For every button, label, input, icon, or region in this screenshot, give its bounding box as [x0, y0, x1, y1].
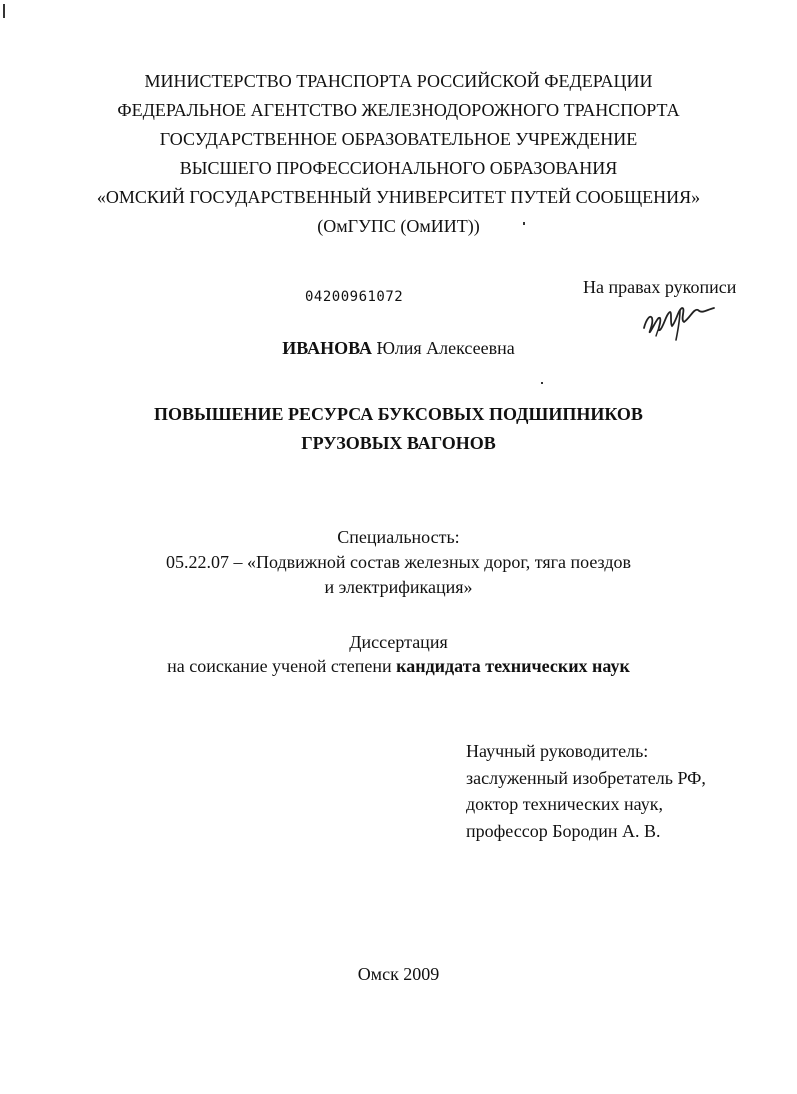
supervisor-title1: заслуженный изобретатель РФ, — [466, 768, 706, 788]
dissertation-degree-line — [0, 655, 797, 677]
dissertation-title-line2: ГРУЗОВЫХ ВАГОНОВ — [301, 433, 496, 453]
scan-artifact — [523, 222, 525, 225]
scan-artifact — [541, 382, 543, 384]
header-abbreviation: (ОмГУПС (ОмИИТ)) — [317, 216, 480, 236]
degree-prefix: на соискание ученой степени — [167, 656, 397, 676]
author-given-names: Юлия Алексеевна — [376, 338, 515, 358]
manuscript-rights: На правах рукописи — [583, 277, 737, 297]
specialty-line1: 05.22.07 – «Подвижной состав железных дорог, тяга поездов — [166, 552, 631, 572]
supervisor-label: Научный руководитель: — [466, 741, 649, 761]
specialty-line2: и электрификация» — [324, 577, 473, 597]
specialty-label: Специальность: — [337, 527, 460, 547]
dissertation-label: Диссертация — [349, 632, 448, 652]
degree-name: кандидата технических наук — [396, 656, 630, 676]
supervisor-name: профессор Бородин А. В. — [466, 821, 661, 841]
scan-artifact — [3, 4, 5, 18]
dissertation-title-line1: ПОВЫШЕНИЕ РЕСУРСА БУКСОВЫХ ПОДШИПНИКОВ — [154, 404, 643, 424]
header-university: «ОМСКИЙ ГОСУДАРСТВЕННЫЙ УНИВЕРСИТЕТ ПУТЕЙ СООБЩЕНИЯ» — [96, 187, 701, 207]
author-name — [0, 337, 797, 359]
header-education-level: ВЫСШЕГО ПРОФЕССИОНАЛЬНОГО ОБРАЗОВАНИЯ — [179, 158, 618, 178]
footer-city-year: Омск 2009 — [357, 964, 440, 984]
registry-number: 04200961072 — [305, 289, 404, 305]
header-institution-type: ГОСУДАРСТВЕННОЕ ОБРАЗОВАТЕЛЬНОЕ УЧРЕЖДЕНИЕ — [159, 129, 638, 149]
header-agency: ФЕДЕРАЛЬНОЕ АГЕНТСТВО ЖЕЛЕЗНОДОРОЖНОГО ТРАНСПОРТА — [117, 100, 680, 120]
header-ministry: МИНИСТЕРСТВО ТРАНСПОРТА РОССИЙСКОЙ ФЕДЕРАЦИИ — [144, 71, 653, 91]
author-surname: ИВАНОВА — [282, 338, 372, 358]
supervisor-title2: доктор технических наук, — [466, 794, 663, 814]
